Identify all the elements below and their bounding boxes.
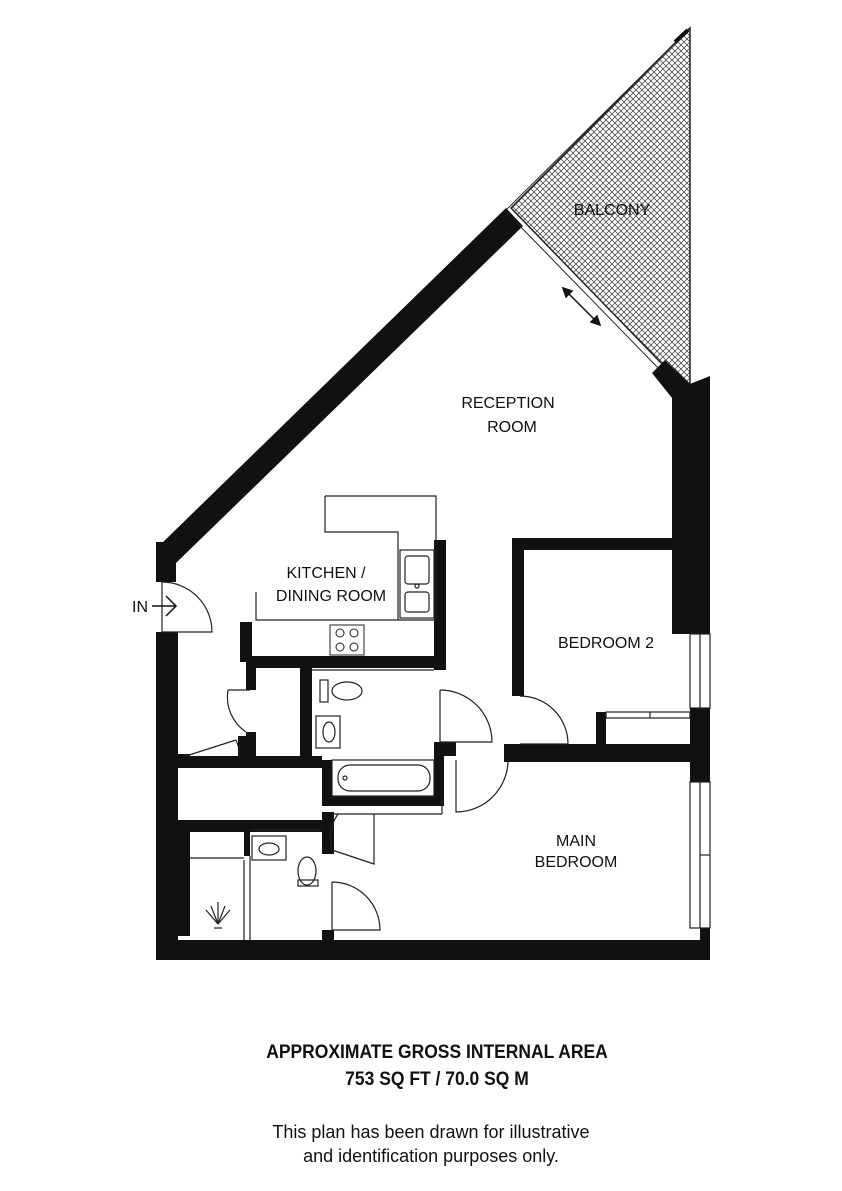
entrance-arrow-icon: [152, 596, 176, 616]
hob-icon: [330, 625, 364, 655]
toilet-icon: [320, 680, 362, 702]
bedroom2-label: BEDROOM 2: [557, 635, 655, 652]
area-title: APPROXIMATE GROSS INTERNAL AREA: [266, 1042, 608, 1063]
entrance-label: IN: [132, 599, 148, 616]
kitchen-label: DINING ROOM: [275, 588, 387, 605]
bathtub-icon: [332, 760, 434, 796]
area-value: 753 SQ FT / 70.0 SQ M: [345, 1069, 529, 1090]
disclaimer-line: and identification purposes only.: [303, 1146, 559, 1166]
reception-label: RECEPTION: [461, 395, 555, 412]
disclaimer-line: This plan has been drawn for illustrative: [272, 1122, 590, 1142]
main-bedroom-label: MAIN: [556, 833, 596, 850]
washbasin-icon: [252, 836, 286, 860]
toilet-icon: [298, 857, 318, 886]
washbasin-icon: [316, 716, 340, 748]
kitchen-label: KITCHEN /: [286, 565, 366, 582]
balcony-label: BALCONY: [573, 202, 651, 219]
shower-icon: [206, 902, 230, 928]
reception-label: ROOM: [487, 419, 537, 436]
main-bedroom-label: BEDROOM: [534, 854, 618, 871]
